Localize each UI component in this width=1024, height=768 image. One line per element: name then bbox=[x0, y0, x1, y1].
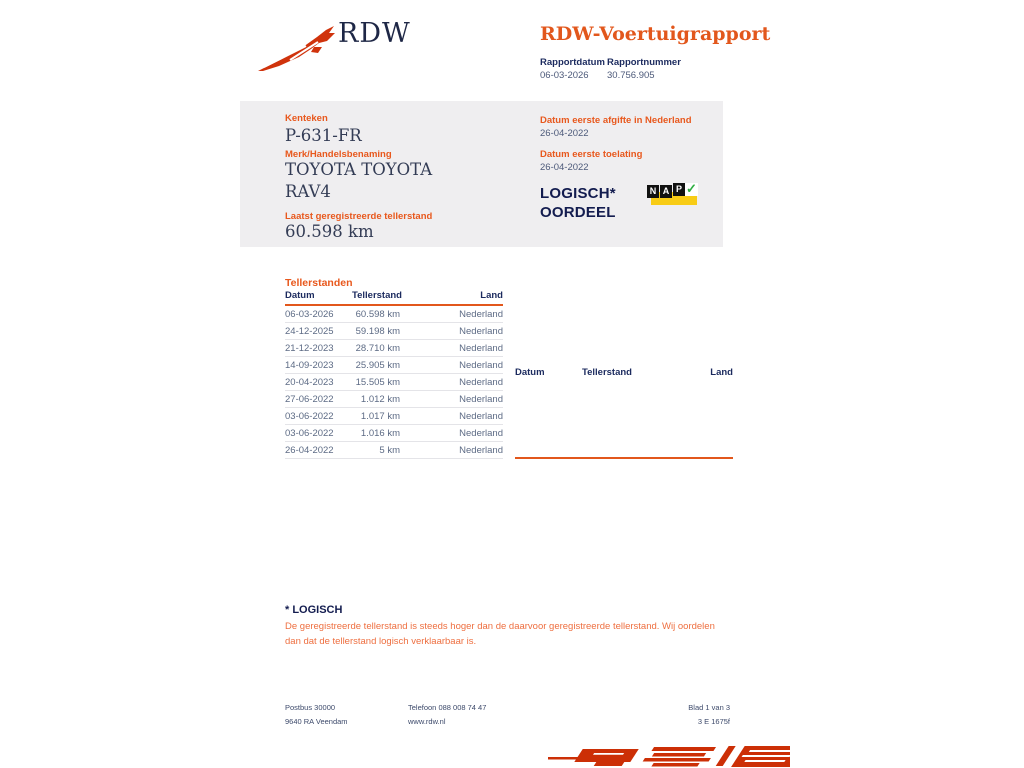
cell-tellerstand: 25.905 km bbox=[352, 357, 428, 374]
rdw-wing-stripes-graphic bbox=[548, 744, 790, 768]
eerste-toelating-value: 26-04-2022 bbox=[540, 162, 589, 173]
eerste-toelating-label: Datum eerste toelating bbox=[540, 149, 643, 160]
report-date-label: Rapportdatum bbox=[540, 57, 605, 68]
report-number-value: 30.756.905 bbox=[607, 70, 655, 81]
table-row bbox=[285, 357, 503, 374]
logisch-explanation-body: De geregistreerde tellerstand is steeds hoger dan de daarvoor geregistreerde tellerstand. Wij oordelen dan dat de tellerstand logisch verklaarbaar is. bbox=[285, 621, 715, 647]
cell-datum: 21-12-2023 bbox=[285, 340, 352, 357]
eerste-afgifte-label: Datum eerste afgifte in Nederland bbox=[540, 115, 692, 126]
cell-land: Nederland bbox=[428, 408, 503, 425]
cell-tellerstand: 59.198 km bbox=[352, 323, 428, 340]
table-header-row bbox=[285, 290, 503, 305]
cell-datum: 03-06-2022 bbox=[285, 408, 352, 425]
vehicle-summary-panel bbox=[240, 101, 723, 247]
tellerstanden-table-left bbox=[285, 290, 503, 459]
footer-website-link[interactable]: www.rdw.nl bbox=[408, 717, 446, 726]
col-header-datum: Datum bbox=[285, 290, 352, 305]
cell-datum: 27-06-2022 bbox=[285, 391, 352, 408]
cell-land: Nederland bbox=[428, 442, 503, 459]
cell-land: Nederland bbox=[428, 340, 503, 357]
cell-datum: 14-09-2023 bbox=[285, 357, 352, 374]
footer-form-code: 3 E 1675f bbox=[697, 717, 730, 726]
kenteken-value: P-631-FR bbox=[285, 126, 362, 145]
tellerstanden-section-title: Tellerstanden bbox=[285, 277, 353, 289]
table-row bbox=[285, 374, 503, 391]
col-header-datum: Datum bbox=[515, 290, 582, 458]
merk-value bbox=[285, 159, 432, 203]
nap-letter-n: N bbox=[647, 185, 659, 198]
cell-datum: 03-06-2022 bbox=[285, 425, 352, 442]
footer-address-line1: Postbus 30000 bbox=[285, 703, 336, 712]
rdw-logo-icon bbox=[256, 20, 336, 72]
table-row bbox=[285, 425, 503, 442]
table-row bbox=[285, 323, 503, 340]
footer-page-number: Blad 1 van 3 bbox=[688, 703, 730, 712]
tellerstanden-table-right bbox=[515, 290, 733, 459]
cell-tellerstand: 1.017 km bbox=[352, 408, 428, 425]
nap-letter-p: P bbox=[673, 183, 685, 196]
table-row bbox=[285, 408, 503, 425]
footer-address bbox=[285, 701, 348, 729]
col-header-land: Land bbox=[658, 290, 733, 458]
kenteken-label: Kenteken bbox=[285, 113, 328, 124]
cell-land: Nederland bbox=[428, 305, 503, 323]
footer-phone: Telefoon 088 008 74 47 bbox=[408, 703, 487, 712]
table-header-row bbox=[515, 290, 733, 458]
footer-pageinfo bbox=[688, 701, 730, 729]
eerste-afgifte-value: 26-04-2022 bbox=[540, 128, 589, 139]
cell-datum: 06-03-2026 bbox=[285, 305, 352, 323]
cell-tellerstand: 28.710 km bbox=[352, 340, 428, 357]
cell-land: Nederland bbox=[428, 374, 503, 391]
table-row bbox=[285, 340, 503, 357]
col-header-tellerstand: Tellerstand bbox=[352, 290, 428, 305]
tellerstanden-tables bbox=[285, 290, 733, 459]
cell-tellerstand: 1.012 km bbox=[352, 391, 428, 408]
cell-tellerstand: 60.598 km bbox=[352, 305, 428, 323]
oordeel-line1: LOGISCH* bbox=[540, 185, 616, 202]
tellerstand-label: Laatst geregistreerde tellerstand bbox=[285, 211, 433, 222]
table-row bbox=[285, 305, 503, 323]
rdw-logo-wordmark: RDW bbox=[338, 18, 411, 49]
col-header-tellerstand: Tellerstand bbox=[582, 290, 658, 458]
nap-check-icon: ✓ bbox=[686, 181, 697, 196]
cell-land: Nederland bbox=[428, 425, 503, 442]
footer-contact bbox=[408, 701, 486, 729]
merk-line2: RAV4 bbox=[285, 182, 331, 201]
cell-datum: 20-04-2023 bbox=[285, 374, 352, 391]
oordeel-verdict bbox=[540, 185, 616, 222]
nap-logo-icon bbox=[647, 183, 699, 209]
cell-tellerstand: 5 km bbox=[352, 442, 428, 459]
logisch-explanation-title: * LOGISCH bbox=[285, 604, 343, 616]
report-title: RDW-Voertuigrapport bbox=[540, 23, 771, 45]
cell-land: Nederland bbox=[428, 357, 503, 374]
footer-address-line2: 9640 RA Veendam bbox=[285, 717, 348, 726]
nap-letter-a: A bbox=[660, 185, 672, 198]
col-header-land: Land bbox=[428, 290, 503, 305]
cell-datum: 24-12-2025 bbox=[285, 323, 352, 340]
oordeel-line2: OORDEEL bbox=[540, 203, 616, 221]
tellerstand-value: 60.598 km bbox=[285, 222, 374, 241]
cell-tellerstand: 1.016 km bbox=[352, 425, 428, 442]
cell-tellerstand: 15.505 km bbox=[352, 374, 428, 391]
table-row bbox=[285, 391, 503, 408]
report-date-value: 06-03-2026 bbox=[540, 70, 589, 81]
merk-label: Merk/Handelsbenaming bbox=[285, 149, 392, 160]
cell-land: Nederland bbox=[428, 323, 503, 340]
table-row bbox=[285, 442, 503, 459]
cell-land: Nederland bbox=[428, 391, 503, 408]
cell-datum: 26-04-2022 bbox=[285, 442, 352, 459]
merk-line1: TOYOTA TOYOTA bbox=[285, 160, 433, 179]
report-number-label: Rapportnummer bbox=[607, 57, 681, 68]
